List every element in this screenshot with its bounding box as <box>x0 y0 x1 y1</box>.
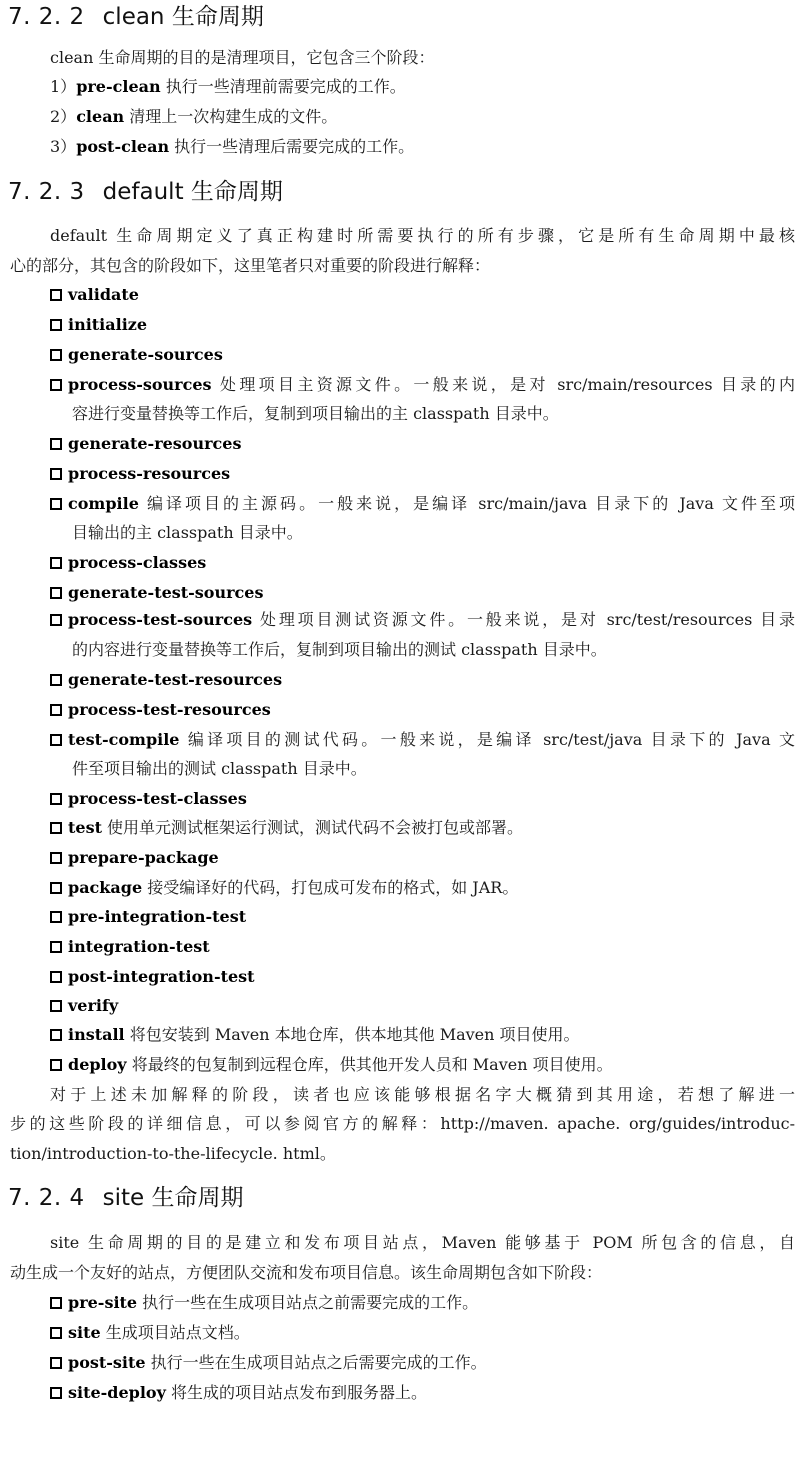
list-item <box>50 314 147 336</box>
phase-name: package <box>68 878 143 897</box>
phase-name: compile <box>68 494 139 513</box>
checkbox-square-icon <box>50 1387 62 1399</box>
list-item <box>50 1292 478 1314</box>
phase-name: pre-integration-test <box>68 907 247 926</box>
phase-name: integration-test <box>68 937 210 956</box>
list-item <box>50 1024 580 1046</box>
paragraph-line: tion/introduction-to-the-lifecycle. html。 <box>10 1144 336 1163</box>
phase-name: pre-site <box>68 1293 138 1312</box>
list-item <box>50 493 795 515</box>
phase-name: verify <box>68 996 119 1015</box>
phase-name: site <box>68 1323 101 1342</box>
phase-desc: 将最终的包复制到远程仓库，供其他开发人员和 Maven 项目使用。 <box>126 1055 613 1074</box>
list-number: 3） <box>50 137 77 156</box>
list-item <box>50 284 139 306</box>
phase-name: process-test-sources <box>68 610 253 629</box>
phase-name: post-integration-test <box>68 967 255 986</box>
checkbox-square-icon <box>50 1059 62 1071</box>
list-item <box>50 582 263 604</box>
checkbox-square-icon <box>50 1297 62 1309</box>
checkbox-square-icon <box>50 1327 62 1339</box>
list-item <box>50 817 523 839</box>
phase-desc: 执行一些清理后需要完成的工作。 <box>169 137 415 156</box>
section-number: 7. 2. 4 <box>8 1185 85 1211</box>
phase-desc: 执行一些在生成项目站点之前需要完成的工作。 <box>137 1293 479 1312</box>
section-title: clean 生命周期 <box>102 4 264 30</box>
checkbox-square-icon <box>50 852 62 864</box>
phase-name: clean <box>76 107 125 126</box>
phase-name: test-compile <box>68 730 180 749</box>
list-item <box>50 76 406 98</box>
paragraph-line: site 生命周期的目的是建立和发布项目站点，Maven 能够基于 POM 所包含的信息，自 <box>50 1233 795 1252</box>
section-heading-7-2-3 <box>8 177 283 207</box>
checkbox-square-icon <box>50 911 62 923</box>
list-item <box>50 995 118 1017</box>
checkbox-square-icon <box>50 1000 62 1012</box>
phase-name: generate-test-resources <box>68 670 283 689</box>
list-item-continuation: 目输出的主 classpath 目录中。 <box>72 523 303 542</box>
checkbox-square-icon <box>50 319 62 331</box>
list-item <box>50 1352 487 1374</box>
checkbox-square-icon <box>50 438 62 450</box>
list-item <box>50 729 795 751</box>
checkbox-square-icon <box>50 734 62 746</box>
paragraph-line: 心的部分，其包含的阶段如下，这里笔者只对重要的阶段进行解释： <box>10 256 491 275</box>
list-item <box>50 966 255 988</box>
phase-desc: 处理项目主资源文件。一般来说，是对 src/main/resources 目录的内 <box>211 375 795 394</box>
list-item <box>50 788 247 810</box>
phase-name: pre-clean <box>76 77 161 96</box>
list-item <box>50 906 246 928</box>
phase-name: deploy <box>68 1055 127 1074</box>
paragraph-line: 对于上述未加解释的阶段，读者也应该能够根据名字大概猜到其用途，若想了解进一 <box>50 1085 795 1104</box>
list-item <box>50 552 206 574</box>
phase-desc: 将生成的项目站点发布到服务器上。 <box>165 1383 427 1402</box>
phase-name: process-sources <box>68 375 212 394</box>
phase-desc: 清理上一次构建生成的文件。 <box>124 107 338 126</box>
list-item <box>50 433 241 455</box>
section-title: default 生命周期 <box>102 179 283 205</box>
list-item-continuation: 的内容进行变量替换等工作后，复制到项目输出的测试 classpath 目录中。 <box>72 640 607 659</box>
section-heading-7-2-4 <box>8 1183 244 1213</box>
phase-desc: 编译项目的测试代码。一般来说，是编译 src/test/java 目录下的 Java 文 <box>179 730 795 749</box>
phase-name: generate-resources <box>68 434 242 453</box>
checkbox-square-icon <box>50 793 62 805</box>
list-item <box>50 136 414 158</box>
phase-name: install <box>68 1025 125 1044</box>
checkbox-square-icon <box>50 379 62 391</box>
list-item <box>50 669 282 691</box>
checkbox-square-icon <box>50 614 62 626</box>
checkbox-square-icon <box>50 557 62 569</box>
paragraph: clean 生命周期的目的是清理项目，它包含三个阶段： <box>50 48 435 67</box>
checkbox-square-icon <box>50 971 62 983</box>
section-heading-7-2-2 <box>8 2 264 32</box>
checkbox-square-icon <box>50 704 62 716</box>
phase-name: process-classes <box>68 553 207 572</box>
phase-desc: 执行一些在生成项目站点之后需要完成的工作。 <box>145 1353 487 1372</box>
list-item <box>50 1054 613 1076</box>
checkbox-square-icon <box>50 882 62 894</box>
paragraph-line: 步的这些阶段的详细信息，可以参阅官方的解释：http://maven. apache. org/guides/introduc- <box>10 1114 795 1133</box>
checkbox-square-icon <box>50 289 62 301</box>
phase-name: post-clean <box>76 137 170 156</box>
section-title: site 生命周期 <box>102 1185 244 1211</box>
phase-name: prepare-package <box>68 848 219 867</box>
list-item <box>50 374 795 396</box>
phase-name: test <box>68 818 102 837</box>
list-item <box>50 936 210 958</box>
phase-name: generate-test-sources <box>68 583 264 602</box>
list-item <box>50 344 223 366</box>
phase-desc: 将包安装到 Maven 本地仓库，供本地其他 Maven 项目使用。 <box>124 1025 580 1044</box>
list-item <box>50 877 518 899</box>
list-item <box>50 699 271 721</box>
checkbox-square-icon <box>50 674 62 686</box>
phase-name: process-test-classes <box>68 789 247 808</box>
paragraph-line: 动生成一个友好的站点，方便团队交流和发布项目信息。该生命周期包含如下阶段： <box>10 1263 603 1282</box>
checkbox-square-icon <box>50 1357 62 1369</box>
phase-desc: 处理项目测试资源文件。一般来说，是对 src/test/resources 目录 <box>252 610 795 629</box>
list-number: 2） <box>50 107 77 126</box>
checkbox-square-icon <box>50 349 62 361</box>
list-number: 1） <box>50 77 77 96</box>
list-item-continuation: 件至项目输出的测试 classpath 目录中。 <box>72 759 367 778</box>
phase-name: validate <box>68 285 139 304</box>
checkbox-square-icon <box>50 1029 62 1041</box>
phase-desc: 使用单元测试框架运行测试，测试代码不会被打包或部署。 <box>101 818 524 837</box>
section-number: 7. 2. 3 <box>8 179 85 205</box>
phase-name: post-site <box>68 1353 146 1372</box>
checkbox-square-icon <box>50 498 62 510</box>
list-item <box>50 1382 427 1404</box>
phase-desc: 生成项目站点文档。 <box>100 1323 250 1342</box>
phase-name: generate-sources <box>68 345 223 364</box>
checkbox-square-icon <box>50 941 62 953</box>
list-item <box>50 1322 250 1344</box>
section-number: 7. 2. 2 <box>8 4 85 30</box>
list-item-continuation: 容进行变量替换等工作后，复制到项目输出的主 classpath 目录中。 <box>72 404 559 423</box>
phase-desc: 执行一些清理前需要完成的工作。 <box>160 77 406 96</box>
list-item <box>50 106 337 128</box>
list-item <box>50 463 230 485</box>
checkbox-square-icon <box>50 822 62 834</box>
phase-name: process-test-resources <box>68 700 271 719</box>
paragraph-line: default 生命周期定义了真正构建时所需要执行的所有步骤，它是所有生命周期中最核 <box>50 226 795 245</box>
list-item <box>50 609 795 631</box>
checkbox-square-icon <box>50 587 62 599</box>
phase-name: initialize <box>68 315 148 334</box>
checkbox-square-icon <box>50 468 62 480</box>
phase-desc: 编译项目的主源码。一般来说，是编译 src/main/java 目录下的 Java 文件至项 <box>138 494 795 513</box>
phase-desc: 接受编译好的代码，打包成可发布的格式，如 JAR。 <box>142 878 519 897</box>
list-item <box>50 847 219 869</box>
phase-name: site-deploy <box>68 1383 166 1402</box>
phase-name: process-resources <box>68 464 231 483</box>
